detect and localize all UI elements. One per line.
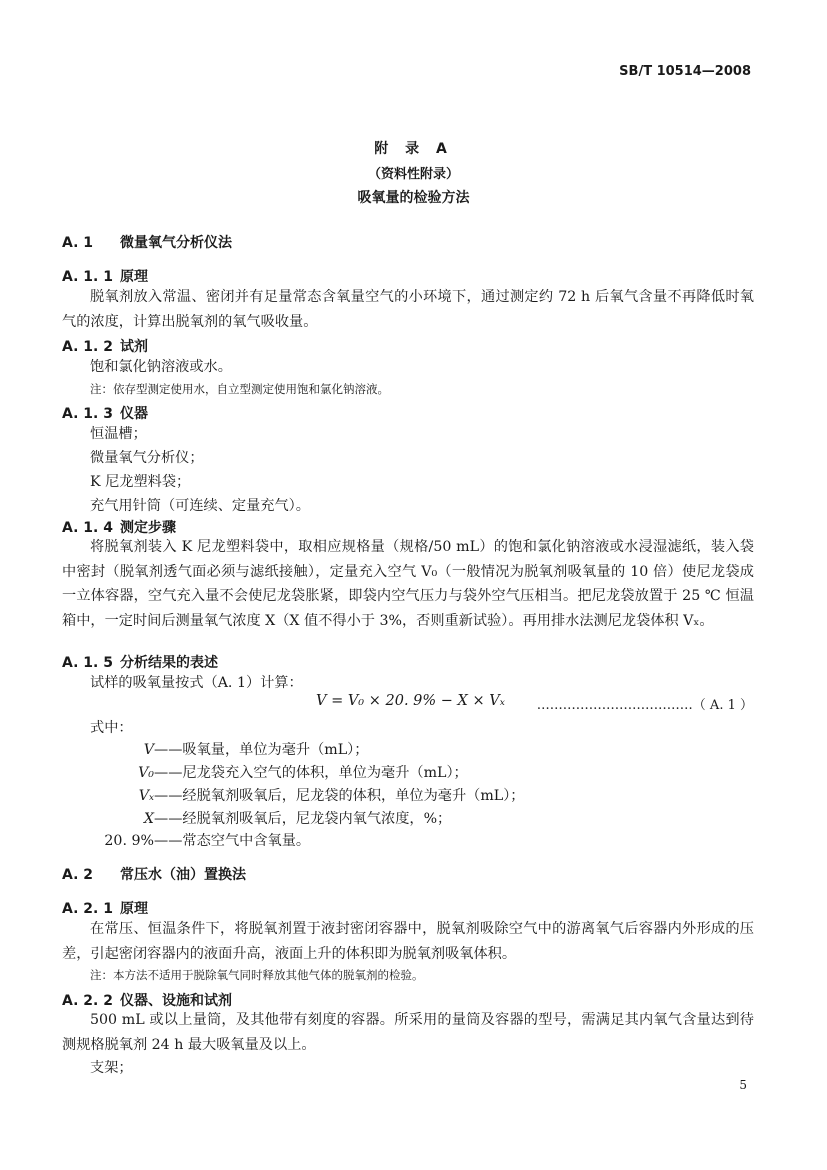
section-a2-heading [62, 864, 246, 884]
section-a21-text: 在常压、恒温条件下，将脱氧剂置于液封密闭容器中，脱氧剂吸除空气中的游离氧气后容器内外形成的压差，引起密闭容器内的液面升高，液面上升的体积即为脱氧剂吸氧体积。 [62, 921, 754, 962]
section-number: A. 1. 1 [62, 269, 113, 285]
section-a14-heading [62, 517, 176, 537]
section-title: 测定步骤 [120, 520, 176, 536]
formula: V = V₀ × 20. 9% − X × Vₓ [316, 693, 505, 709]
section-title: 微量氧气分析仪法 [120, 235, 232, 251]
section-a22-text: 500 mL 或以上量筒，及其他带有刻度的容器。所采用的量筒及容器的型号，需满足其内氧气含量达到待测规格脱氧剂 24 h 最大吸氧量及以上。 [62, 1012, 754, 1053]
def-desc: ——经脱氧剂吸氧后，尼龙袋内氧气浓度，%； [154, 811, 452, 827]
section-title: 原理 [120, 269, 148, 285]
list-item: 支架； [90, 1060, 133, 1076]
section-a12-heading [62, 336, 148, 356]
section-title: 仪器 [120, 406, 148, 422]
appendix-subtitle: （资料性附录） [367, 167, 459, 182]
section-title: 试剂 [120, 339, 148, 355]
section-title: 仪器、设施和试剂 [120, 993, 232, 1009]
appendix-title: 附 录 A [374, 141, 453, 157]
section-a11-text: 脱氧剂放入常温、密闭并有足量常态含氧量空气的小环境下，通过测定约 72 h 后氧气含量不再降低时氧气的浓度，计算出脱氧剂的氧气吸收量。 [62, 289, 754, 330]
section-a11-heading [62, 266, 148, 286]
def-desc: ——经脱氧剂吸氧后，尼龙袋的体积，单位为毫升（mL）； [154, 788, 525, 804]
section-a15-heading [62, 652, 218, 672]
def-desc: ——尼龙袋充入空气的体积，单位为毫升（mL）； [154, 765, 468, 781]
def-symbol: V₀ [138, 765, 154, 781]
list-item: 恒温槽； [90, 426, 147, 442]
def-desc: ——常态空气中含氧量。 [154, 833, 311, 849]
def-symbol: V [143, 742, 154, 758]
section-number: A. 2. 1 [62, 901, 113, 917]
section-number: A. 1. 3 [62, 406, 113, 422]
section-number: A. 2. 2 [62, 993, 113, 1009]
list-item: 微量氧气分析仪； [90, 450, 204, 466]
list-item: K 尼龙塑料袋； [90, 474, 191, 490]
equation-number: ………………………………（ A. 1 ） [536, 698, 753, 713]
section-a1-heading [62, 232, 232, 252]
section-a12-note: 注：依存型测定使用水，自立型测定使用饱和氯化钠溶液。 [90, 382, 389, 396]
section-title: 分析结果的表述 [120, 655, 218, 671]
page-number: 5 [739, 1078, 747, 1092]
section-a21-heading [62, 898, 148, 918]
def-symbol: Vₓ [138, 788, 154, 804]
section-number: A. 1. 4 [62, 520, 113, 536]
appendix-heading: 吸氧量的检验方法 [357, 190, 470, 206]
section-a14-text: 将脱氧剂装入 K 尼龙塑料袋中，取相应规格量（规格/50 mL）的饱和氯化钠溶液或水浸湿滤纸，装入袋中密封（脱氧剂透气面必须与滤纸接触），定量充入空气 V₀（一般情况为脱氧剂吸氧量的 10 倍）使尼龙袋成一立体容器，空气充入量不会使尼龙袋胀紧，即袋内空气压力与袋外空气压相当。把尼龙袋放置于 25 ℃ 恒温箱中，一定时间后测量氧气浓度 X（X 值不得小于 3%，否则重新试验）。再用排水法测尼龙袋体积 Vₓ。 [62, 539, 754, 629]
formula-where: 式中： [90, 720, 133, 736]
list-item: 充气用针筒（可连续、定量充气）。 [90, 498, 310, 514]
section-title: 常压水（油）置换法 [120, 867, 246, 883]
section-number: A. 1. 2 [62, 339, 113, 355]
section-a21-note: 注：本方法不适用于脱除氧气同时释放其他气体的脱氧剂的检验。 [90, 968, 424, 982]
section-a13-heading [62, 403, 148, 423]
formula-intro: 试样的吸氧量按式（A. 1）计算： [90, 675, 303, 691]
section-number: A. 1. 5 [62, 655, 113, 671]
standard-number: SB/T 10514—2008 [619, 64, 751, 79]
def-desc: ——吸氧量，单位为毫升（mL）； [154, 742, 369, 758]
section-number: A. 2 [62, 867, 94, 883]
section-a22-heading [62, 990, 232, 1010]
section-title: 原理 [120, 901, 148, 917]
def-symbol: X [143, 811, 154, 827]
def-symbol: 20. 9% [104, 833, 154, 849]
section-a12-text: 饱和氯化钠溶液或水。 [90, 359, 232, 375]
section-number: A. 1 [62, 235, 94, 251]
